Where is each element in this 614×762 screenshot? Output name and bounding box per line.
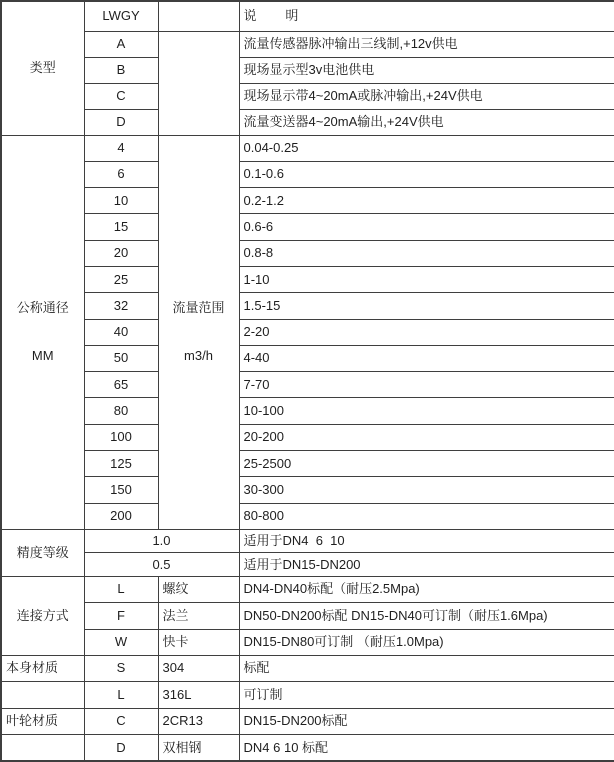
flow-range-label-line2: m3/h (184, 348, 213, 364)
size-cell: 4 (84, 135, 158, 161)
body-material-name-cell: 316L (158, 682, 239, 709)
size-cell: 80 (84, 398, 158, 424)
size-cell: 200 (84, 503, 158, 529)
size-cell: 20 (84, 240, 158, 266)
body-material-desc-cell: 可订制 (239, 682, 614, 709)
range-cell: 20-200 (239, 424, 614, 450)
diameter-section-label (1, 135, 84, 529)
type-desc-cell: 流量传感器脉冲输出三线制,+12v供电 (239, 31, 614, 57)
range-cell: 1.5-15 (239, 293, 614, 319)
size-cell: 40 (84, 319, 158, 345)
impeller-material-desc-cell: DN15-DN200标配 (239, 708, 614, 735)
body-material-name-cell: 304 (158, 655, 239, 682)
body-material-desc-cell: 标配 (239, 655, 614, 682)
diameter-label-line1: 公称通径 (16, 299, 69, 315)
impeller-material-code-cell: D (84, 735, 158, 762)
diameter-label-line2: MM (31, 348, 54, 364)
connection-section-label: 连接方式 (1, 576, 84, 655)
connection-code-cell: W (84, 629, 158, 655)
range-cell: 7-70 (239, 372, 614, 398)
type-desc-cell: 现场显示带4~20mA或脉冲输出,+24V供电 (239, 83, 614, 109)
size-cell: 6 (84, 161, 158, 187)
size-cell: 10 (84, 188, 158, 214)
size-cell: 32 (84, 293, 158, 319)
type-code-cell: C (84, 83, 158, 109)
body-material-code-cell: L (84, 682, 158, 709)
range-cell: 0.8-8 (239, 240, 614, 266)
body-material-code-cell: S (84, 655, 158, 682)
impeller-material-desc-cell: DN4 6 10 标配 (239, 735, 614, 762)
header-blank-cell (158, 1, 239, 31)
accuracy-desc-cell: 适用于DN15-DN200 (239, 553, 614, 577)
connection-name-cell: 法兰 (158, 603, 239, 629)
size-cell: 15 (84, 214, 158, 240)
size-cell: 25 (84, 266, 158, 292)
range-cell: 4-40 (239, 345, 614, 371)
range-cell: 80-800 (239, 503, 614, 529)
description-header: 说 明 (239, 1, 614, 31)
range-cell: 25-2500 (239, 451, 614, 477)
connection-name-cell: 快卡 (158, 629, 239, 655)
connection-desc-cell: DN50-DN200标配 DN15-DN40可订制（耐压1.6Mpa) (239, 603, 614, 629)
accuracy-value-cell: 1.0 (84, 529, 239, 553)
size-cell: 50 (84, 345, 158, 371)
accuracy-desc-cell: 适用于DN4 6 10 (239, 529, 614, 553)
type-desc-cell: 流量变送器4~20mA输出,+24V供电 (239, 109, 614, 135)
impeller-material-name-cell: 2CR13 (158, 708, 239, 735)
type-code-cell: B (84, 57, 158, 83)
connection-desc-cell: DN15-DN80可订制 （耐压1.0Mpa) (239, 629, 614, 655)
type-blank-cell (158, 31, 239, 135)
size-cell: 100 (84, 424, 158, 450)
range-cell: 10-100 (239, 398, 614, 424)
impeller-material-section-label: 叶轮材质 (1, 708, 84, 735)
type-code-cell: D (84, 109, 158, 135)
range-cell: 0.1-0.6 (239, 161, 614, 187)
accuracy-section-label: 精度等级 (1, 529, 84, 576)
type-code-cell: A (84, 31, 158, 57)
range-cell: 30-300 (239, 477, 614, 503)
connection-code-cell: L (84, 576, 158, 602)
range-cell: 0.04-0.25 (239, 135, 614, 161)
size-cell: 65 (84, 372, 158, 398)
body-material-blank-label (1, 682, 84, 709)
connection-desc-cell: DN4-DN40标配（耐压2.5Mpa) (239, 576, 614, 602)
range-cell: 1-10 (239, 266, 614, 292)
range-cell: 0.6-6 (239, 214, 614, 240)
body-material-section-label: 本身材质 (1, 655, 84, 682)
accuracy-value-cell: 0.5 (84, 553, 239, 577)
model-code-header: LWGY (84, 1, 158, 31)
range-cell: 0.2-1.2 (239, 188, 614, 214)
connection-code-cell: F (84, 603, 158, 629)
connection-name-cell: 螺纹 (158, 576, 239, 602)
flow-range-label-line1: 流量范围 (172, 299, 225, 315)
impeller-material-code-cell: C (84, 708, 158, 735)
size-cell: 150 (84, 477, 158, 503)
flow-range-label (158, 135, 239, 529)
type-desc-cell: 现场显示型3v电池供电 (239, 57, 614, 83)
impeller-material-blank-label (1, 735, 84, 762)
size-cell: 125 (84, 451, 158, 477)
type-section-label: 类型 (1, 1, 84, 135)
range-cell: 2-20 (239, 319, 614, 345)
impeller-material-name-cell: 双相钢 (158, 735, 239, 762)
